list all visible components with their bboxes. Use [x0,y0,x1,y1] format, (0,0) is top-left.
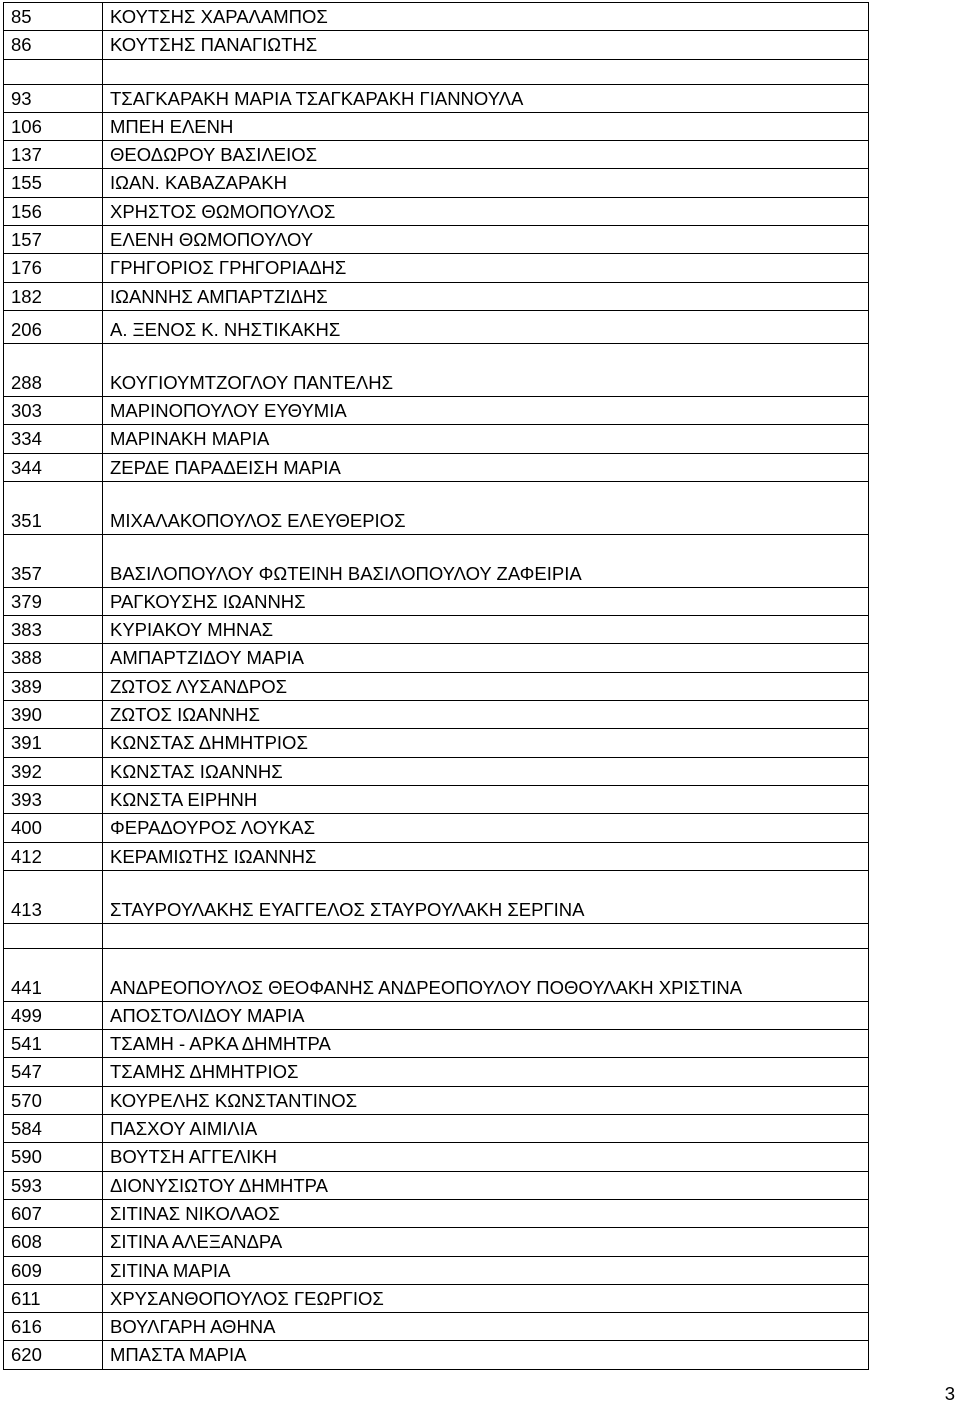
member-number: 616 [4,1313,103,1341]
member-number: 392 [4,757,103,785]
table-row [4,343,869,396]
member-number: 93 [4,84,103,112]
member-name: ΑΜΠΑΡΤΖΙΔΟΥ ΜΑΡΙΑ [103,644,869,672]
member-name: ΜΠΑΣΤΑ ΜΑΡΙΑ [103,1341,869,1369]
member-number: 303 [4,396,103,424]
table-row [4,3,869,31]
member-number: 608 [4,1228,103,1256]
member-name: ΑΝΔΡΕΟΠΟΥΛΟΣ ΘΕΟΦΑΝΗΣ ΑΝΔΡΕΟΠΟΥΛΟΥ ΠΟΘΟΥΛΑΚΗ ΧΡΙΣΤΙΝΑ [103,948,869,1001]
member-name [103,59,869,84]
members-table-body [4,3,869,1370]
member-number: 547 [4,1058,103,1086]
member-number: 106 [4,112,103,140]
table-row [4,254,869,282]
page-number: 3 [944,1383,955,1404]
member-number: 388 [4,644,103,672]
member-name: ΤΣΑΜΗΣ ΔΗΜΗΤΡΙΟΣ [103,1058,869,1086]
member-name: ΤΣΑΜΗ - ΑΡΚΑ ΔΗΜΗΤΡΑ [103,1030,869,1058]
member-name: ΣΙΤΙΝΑΣ ΝΙΚΟΛΑΟΣ [103,1199,869,1227]
member-number: 357 [4,534,103,587]
table-row [4,1284,869,1312]
member-name: ΒΑΣΙΛΟΠΟΥΛΟΥ ΦΩΤΕΙΝΗ ΒΑΣΙΛΟΠΟΥΛΟΥ ΖΑΦΕΙΡΙΑ [103,534,869,587]
member-name: ΣΙΤΙΝΑ ΜΑΡΙΑ [103,1256,869,1284]
table-row [4,282,869,310]
member-number: 412 [4,842,103,870]
member-number: 584 [4,1115,103,1143]
table-row [4,425,869,453]
member-name: ΘΕΟΔΩΡΟΥ ΒΑΣΙΛΕΙΟΣ [103,141,869,169]
table-row [4,870,869,923]
member-number: 351 [4,481,103,534]
member-name: ΡΑΓΚΟΥΣΗΣ ΙΩΑΝΝΗΣ [103,587,869,615]
table-row [4,701,869,729]
table-row [4,31,869,59]
table-row [4,481,869,534]
table-row [4,616,869,644]
member-number: 334 [4,425,103,453]
table-row [4,1228,869,1256]
member-name: ΜΠΕΗ ΕΛΕΝΗ [103,112,869,140]
member-number: 607 [4,1199,103,1227]
member-name: ΣΤΑΥΡΟΥΛΑΚΗΣ ΕΥΑΓΓΕΛΟΣ ΣΤΑΥΡΟΥΛΑΚΗ ΣΕΡΓΙΝΑ [103,870,869,923]
member-name: ΑΠΟΣΤΟΛΙΔΟΥ ΜΑΡΙΑ [103,1001,869,1029]
table-row [4,1001,869,1029]
member-number: 182 [4,282,103,310]
table-row [4,729,869,757]
table-row [4,1115,869,1143]
member-name: ΙΩΑΝ. ΚΑΒΑΖΑΡΑΚΗ [103,169,869,197]
member-number: 344 [4,453,103,481]
member-name: Α. ΞΕΝΟΣ Κ. ΝΗΣΤΙΚΑΚΗΣ [103,310,869,343]
member-number: 593 [4,1171,103,1199]
table-row [4,757,869,785]
member-name: ΧΡΗΣΤΟΣ ΘΩΜΟΠΟΥΛΟΣ [103,197,869,225]
member-name: ΚΟΥΤΣΗΣ ΠΑΝΑΓΙΩΤΗΣ [103,31,869,59]
table-row [4,587,869,615]
member-number [4,59,103,84]
member-number: 609 [4,1256,103,1284]
table-row [4,396,869,424]
table-row [4,1256,869,1284]
table-row [4,948,869,1001]
member-name: ΚΩΝΣΤΑΣ ΔΗΜΗΤΡΙΟΣ [103,729,869,757]
table-row [4,1030,869,1058]
member-name: ΜΑΡΙΝΑΚΗ ΜΑΡΙΑ [103,425,869,453]
member-name: ΣΙΤΙΝΑ ΑΛΕΞΑΝΔΡΑ [103,1228,869,1256]
table-row [4,197,869,225]
member-number: 206 [4,310,103,343]
table-row [4,1171,869,1199]
member-name: ΚΟΥΡΕΛΗΣ ΚΩΝΣΤΑΝΤΙΝΟΣ [103,1086,869,1114]
member-number: 391 [4,729,103,757]
member-name: ΖΩΤΟΣ ΛΥΣΑΝΔΡΟΣ [103,672,869,700]
table-row [4,1058,869,1086]
member-number: 288 [4,343,103,396]
member-number: 390 [4,701,103,729]
member-name: ΚΩΝΣΤΑ ΕΙΡΗΝΗ [103,785,869,813]
members-table [3,2,869,1370]
table-row [4,785,869,813]
member-number: 570 [4,1086,103,1114]
table-row [4,453,869,481]
blank-row [4,59,869,84]
member-number: 137 [4,141,103,169]
member-number: 620 [4,1341,103,1369]
member-name: ΦΕΡΑΔΟΥΡΟΣ ΛΟΥΚΑΣ [103,814,869,842]
member-name: ΒΟΥΤΣΗ ΑΓΓΕΛΙΚΗ [103,1143,869,1171]
member-number: 176 [4,254,103,282]
table-row [4,310,869,343]
member-number: 441 [4,948,103,1001]
member-number: 541 [4,1030,103,1058]
member-name: ΕΛΕΝΗ ΘΩΜΟΠΟΥΛΟΥ [103,226,869,254]
table-row [4,1313,869,1341]
member-name: ΚΥΡΙΑΚΟΥ ΜΗΝΑΣ [103,616,869,644]
member-number: 389 [4,672,103,700]
blank-row [4,923,869,948]
table-row [4,814,869,842]
member-name: ΚΕΡΑΜΙΩΤΗΣ ΙΩΑΝΝΗΣ [103,842,869,870]
member-number: 499 [4,1001,103,1029]
member-name: ΠΑΣΧΟΥ ΑΙΜΙΛΙΑ [103,1115,869,1143]
member-number: 413 [4,870,103,923]
member-number: 590 [4,1143,103,1171]
member-name: ΖΩΤΟΣ ΙΩΑΝΝΗΣ [103,701,869,729]
table-row [4,1143,869,1171]
table-row [4,84,869,112]
member-name: ΜΙΧΑΛΑΚΟΠΟΥΛΟΣ ΕΛΕΥΘΕΡΙΟΣ [103,481,869,534]
member-number: 379 [4,587,103,615]
member-name: ΜΑΡΙΝΟΠΟΥΛΟΥ ΕΥΘΥΜΙΑ [103,396,869,424]
table-row [4,112,869,140]
member-number: 157 [4,226,103,254]
member-number: 155 [4,169,103,197]
member-number: 86 [4,31,103,59]
member-name: ΧΡΥΣΑΝΘΟΠΟΥΛΟΣ ΓΕΩΡΓΙΟΣ [103,1284,869,1312]
table-row [4,1341,869,1369]
table-row [4,842,869,870]
member-number: 383 [4,616,103,644]
member-name: ΚΩΝΣΤΑΣ ΙΩΑΝΝΗΣ [103,757,869,785]
table-row [4,644,869,672]
table-row [4,1199,869,1227]
table-row [4,169,869,197]
member-name: ΓΡΗΓΟΡΙΟΣ ΓΡΗΓΟΡΙΑΔΗΣ [103,254,869,282]
member-name: ΤΣΑΓΚΑΡΑΚΗ ΜΑΡΙΑ ΤΣΑΓΚΑΡΑΚΗ ΓΙΑΝΝΟΥΛΑ [103,84,869,112]
member-name: ΚΟΥΓΙΟΥΜΤΖΟΓΛΟΥ ΠΑΝΤΕΛΗΣ [103,343,869,396]
member-number: 393 [4,785,103,813]
member-name: ΒΟΥΛΓΑΡΗ ΑΘΗΝΑ [103,1313,869,1341]
table-row [4,534,869,587]
table-row [4,226,869,254]
member-name: ΖΕΡΔΕ ΠΑΡΑΔΕΙΣΗ ΜΑΡΙΑ [103,453,869,481]
table-row [4,1086,869,1114]
member-name: ΙΩΑΝΝΗΣ ΑΜΠΑΡΤΖΙΔΗΣ [103,282,869,310]
table-row [4,672,869,700]
member-number: 156 [4,197,103,225]
member-name [103,923,869,948]
member-number: 85 [4,3,103,31]
member-number: 611 [4,1284,103,1312]
table-row [4,141,869,169]
member-number: 400 [4,814,103,842]
member-name: ΔΙΟΝΥΣΙΩΤΟΥ ΔΗΜΗΤΡΑ [103,1171,869,1199]
member-number [4,923,103,948]
member-name: ΚΟΥΤΣΗΣ ΧΑΡΑΛΑΜΠΟΣ [103,3,869,31]
